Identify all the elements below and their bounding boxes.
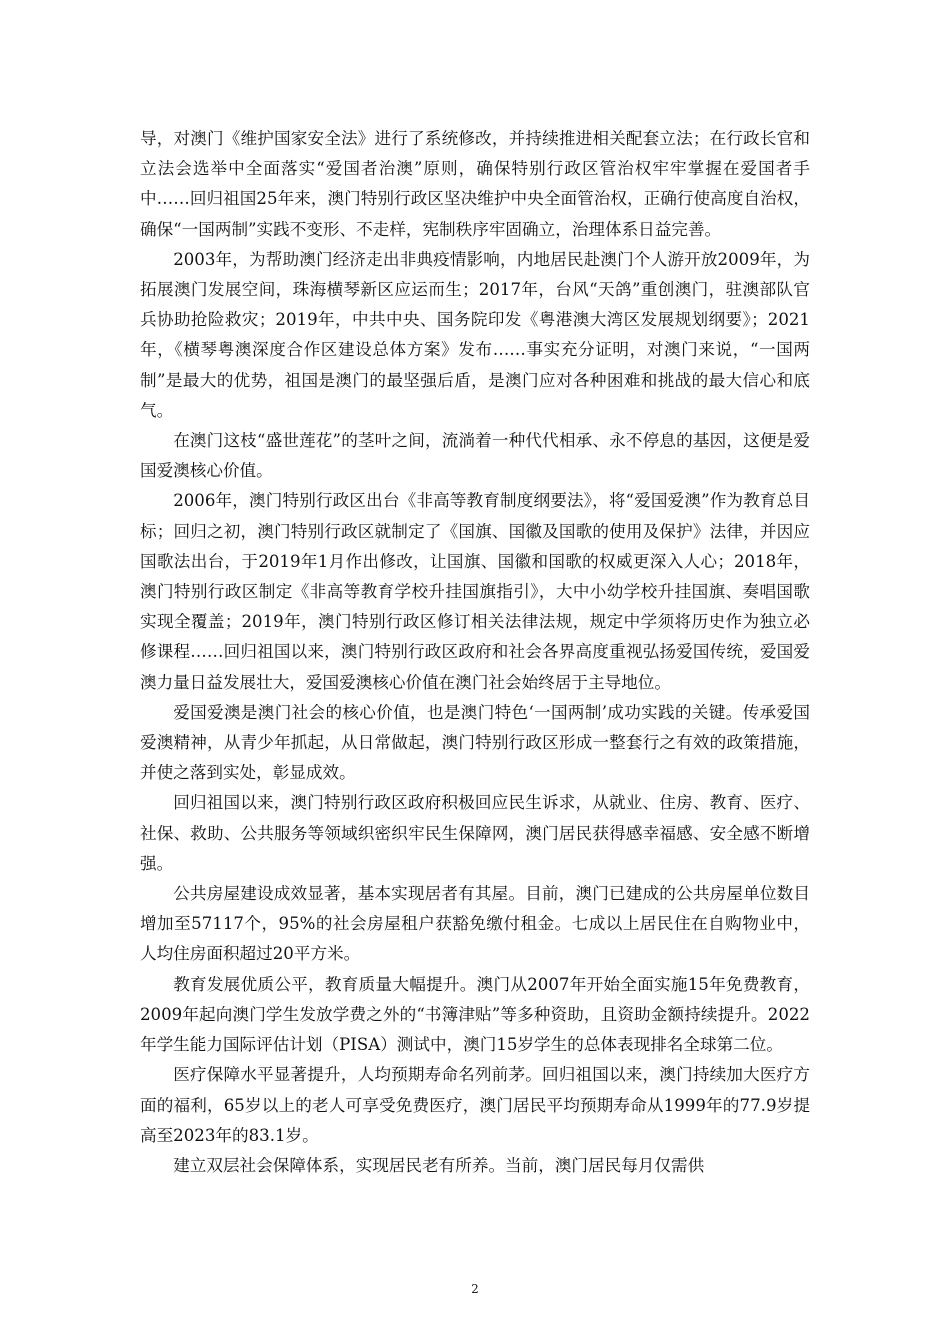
body-text: [140, 124, 810, 1181]
paragraph: 公共房屋建设成效显著，基本实现居者有其屋。目前，澳门已建成的公共房屋单位数目增加至57117个，95%的社会房屋租户获豁免缴付租金。七成以上居民住在自购物业中，人均住房面积超过20平方米。: [140, 884, 810, 964]
paragraph: 回归祖国以来，澳门特别行政区政府积极回应民生诉求，从就业、住房、教育、医疗、社保、救助、公共服务等领域织密织牢民生保障网，澳门居民获得感幸福感、安全感不断增强。: [140, 793, 810, 873]
paragraph: 医疗保障水平显著提升，人均预期寿命名列前茅。回归祖国以来，澳门持续加大医疗方面的福利，65岁以上的老人可享受免费医疗，澳门居民平均预期寿命从1999年的77.9岁提高至2023年的83.1岁。: [140, 1065, 810, 1145]
paragraph: 在澳门这枝“盛世莲花”的茎叶之间，流淌着一种代代相承、永不停息的基因，这便是爱国爱澳核心价值。: [140, 431, 810, 481]
paragraph-continuation: 导，对澳门《维护国家安全法》进行了系统修改，并持续推进相关配套立法；在行政长官和立法会选举中全面落实“爱国者治澳”原则，确保特别行政区管治权牢牢掌握在爱国者手中……回归祖国25年来，澳门特别行政区坚决维护中央全面管治权，正确行使高度自治权，确保“一国两制”实践不变形、不走样，宪制秩序牢固确立，治理体系日益完善。: [140, 129, 810, 239]
paragraph: 2006年，澳门特别行政区出台《非高等教育制度纲要法》，将“爱国爱澳”作为教育总目标；回归之初，澳门特别行政区就制定了《国旗、国徽及国歌的使用及保护》法律，并因应国歌法出台，于2019年1月作出修改，让国旗、国徽和国歌的权威更深入人心；2018年，澳门特别行政区制定《非高等教育学校升挂国旗指引》，大中小幼学校升挂国旗、奏唱国歌实现全覆盖；2019年，澳门特别行政区修订相关法律法规，规定中学须将历史作为独立必修课程……回归祖国以来，澳门特别行政区政府和社会各界高度重视弘扬爱国传统，爱国爱澳力量日益发展壮大，爱国爱澳核心价值在澳门社会始终居于主导地位。: [140, 491, 810, 692]
paragraph: 建立双层社会保障体系，实现居民老有所养。当前，澳门居民每月仅需供: [173, 1155, 705, 1175]
page-number: 2: [471, 1282, 479, 1296]
paragraph: 教育发展优质公平，教育质量大幅提升。澳门从2007年开始全面实施15年免费教育，2009年起向澳门学生发放学费之外的“书簿津贴”等多种资助，且资助金额持续提升。2022年学生能力国际评估计划（PISA）测试中，澳门15岁学生的总体表现排名全球第二位。: [140, 974, 810, 1055]
paragraph: 爱国爱澳是澳门社会的核心价值，也是澳门特色‘一国两制’成功实践的关键。传承爱国爱澳精神，从青少年抓起，从日常做起，澳门特别行政区形成一整套行之有效的政策措施，并使之落到实处，彰显成效。: [140, 702, 810, 783]
paragraph: 2003年，为帮助澳门经济走出非典疫情影响，内地居民赴澳门个人游开放2009年，为拓展澳门发展空间，珠海横琴新区应运而生；2017年，台风“天鸽”重创澳门，驻澳部队官兵协助抢险救灾；2019年，中共中央、国务院印发《粤港澳大湾区发展规划纲要》；2021年，《横琴粤澳深度合作区建设总体方案》发布……事实充分证明，对澳门来说，“一国两制”是最大的优势，祖国是澳门的最坚强后盾，是澳门应对各种困难和挑战的最大信心和底气。: [140, 249, 810, 420]
